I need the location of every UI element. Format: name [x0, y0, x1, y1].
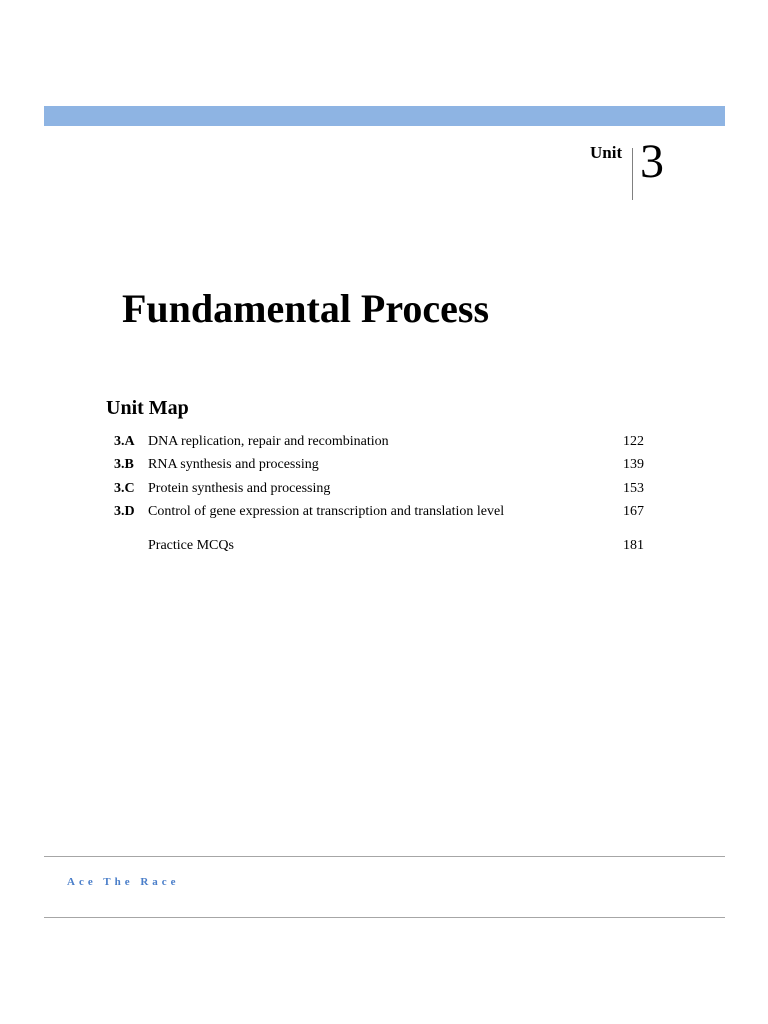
toc-code: 3.C: [114, 481, 135, 496]
toc-code: 3.A: [114, 434, 135, 449]
toc-page-number: 167: [623, 504, 644, 519]
toc-row-practice-mcqs[interactable]: [0, 536, 768, 556]
toc-row-3c[interactable]: [0, 479, 768, 499]
toc-title: Control of gene expression at transcription and translation level: [148, 504, 505, 519]
footer-bottom-rule: [44, 917, 725, 918]
toc-code: 3.B: [114, 457, 134, 472]
footer-top-rule: [44, 856, 725, 857]
toc-code: 3.D: [114, 504, 135, 519]
footer-text: Ace The Race: [67, 876, 180, 888]
header-accent-bar: [44, 106, 725, 126]
toc-title: RNA synthesis and processing: [148, 457, 319, 472]
toc-page-number: 153: [623, 481, 644, 496]
toc-row-3b[interactable]: [0, 455, 768, 475]
unit-divider: [632, 148, 633, 200]
toc-title: Protein synthesis and processing: [148, 481, 331, 496]
toc-page-number: 139: [623, 457, 644, 472]
toc-title: DNA replication, repair and recombination: [148, 434, 389, 449]
toc-title: Practice MCQs: [148, 538, 234, 553]
toc-row-3d[interactable]: [0, 502, 768, 522]
unit-label: Unit: [590, 143, 623, 162]
unit-number: 3: [640, 135, 664, 188]
page-title: Fundamental Process: [122, 286, 490, 331]
toc-row-3a[interactable]: [0, 432, 768, 452]
unit-map-heading: Unit Map: [106, 397, 189, 419]
toc-page-number: 122: [623, 434, 644, 449]
toc-page-number: 181: [623, 538, 644, 553]
